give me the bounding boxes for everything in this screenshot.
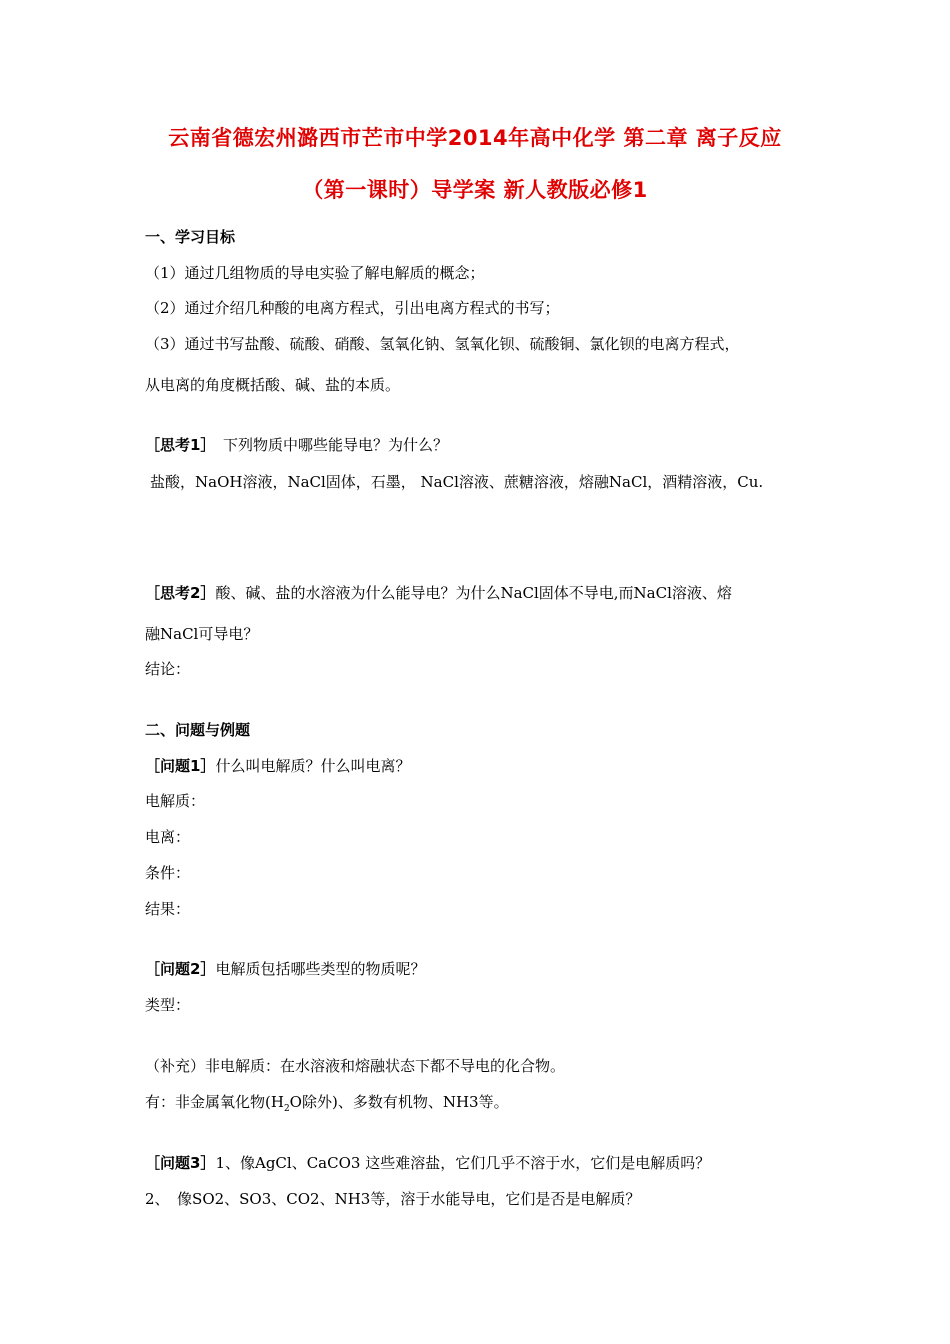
think1-question: 下列物质中哪些能导电？为什么？: [207, 436, 448, 454]
q1-condition: 条件：: [145, 864, 191, 882]
q2-row: [145, 958, 425, 979]
q2-type: 类型：: [145, 996, 191, 1014]
q3-row: [145, 1152, 710, 1173]
examples-row: [145, 1091, 509, 1114]
goal-item-3: （3）通过书写盐酸、硫酸、硝酸、氢氧化钠、氢氧化钡、硫酸铜、氯化钡的电离方程式，: [145, 335, 740, 353]
q1-electrolyte: 电解质：: [145, 792, 206, 810]
document-title-line2: （第一课时）导学案 新人教版必修1: [302, 178, 648, 202]
examples-sub: 2: [283, 1104, 290, 1114]
q1-result: 结果：: [145, 900, 191, 918]
q1-question: 什么叫电解质？什么叫电离？: [215, 757, 411, 775]
q1-row: [145, 755, 410, 776]
q3-item-2: 2、 像SO2、SO3、CO2、NH3等，溶于水能导电，它们是否是电解质？: [145, 1190, 641, 1208]
examples-pre: 有：非金属氧化物(H: [145, 1093, 284, 1111]
think2-question-cont: 融NaCl可导电？: [145, 625, 259, 643]
examples-post: O除外)、多数有机物、NH3等。: [289, 1093, 509, 1111]
section1-heading: 一、学习目标: [145, 228, 236, 246]
q1-label: ［问题1］: [145, 757, 216, 775]
q2-label: ［问题2］: [145, 960, 216, 978]
think2-row: [145, 582, 732, 603]
think2-label: ［思考2］: [145, 584, 216, 602]
goal-item-1: （1）通过几组物质的导电实验了解电解质的概念；: [145, 264, 485, 282]
document-title-line1: 云南省德宏州潞西市芒市中学2014年高中化学 第二章 离子反应: [168, 126, 782, 150]
think2-conclusion: 结论：: [145, 660, 191, 678]
think2-question: 酸、碱、盐的水溶液为什么能导电？为什么NaCl固体不导电,而NaCl溶液、熔: [215, 584, 732, 602]
q3-label: ［问题3］: [145, 1154, 216, 1172]
q2-question: 电解质包括哪些类型的物质呢？: [215, 960, 426, 978]
goal-item-3-cont: 从电离的角度概括酸、碱、盐的本质。: [145, 376, 401, 394]
q3-item-1: 1、像AgCl、CaCO3 这些难溶盐，它们几乎不溶于水，它们是电解质吗？: [215, 1154, 711, 1172]
goal-item-2: （2）通过介绍几种酸的电离方程式，引出电离方程式的书写；: [145, 299, 560, 317]
q1-ionization: 电离：: [145, 828, 191, 846]
supplement-text: （补充）非电解质：在水溶液和熔融状态下都不导电的化合物。: [145, 1057, 566, 1075]
think1-label: ［思考1］: [145, 436, 208, 454]
think1-items: 盐酸，NaOH溶液，NaCl固体，石墨， NaCl溶液、蔗糖溶液，熔融NaCl，酒精溶液，Cu.: [150, 473, 764, 491]
section2-heading: 二、问题与例题: [145, 721, 251, 739]
think1-row: [145, 434, 448, 455]
